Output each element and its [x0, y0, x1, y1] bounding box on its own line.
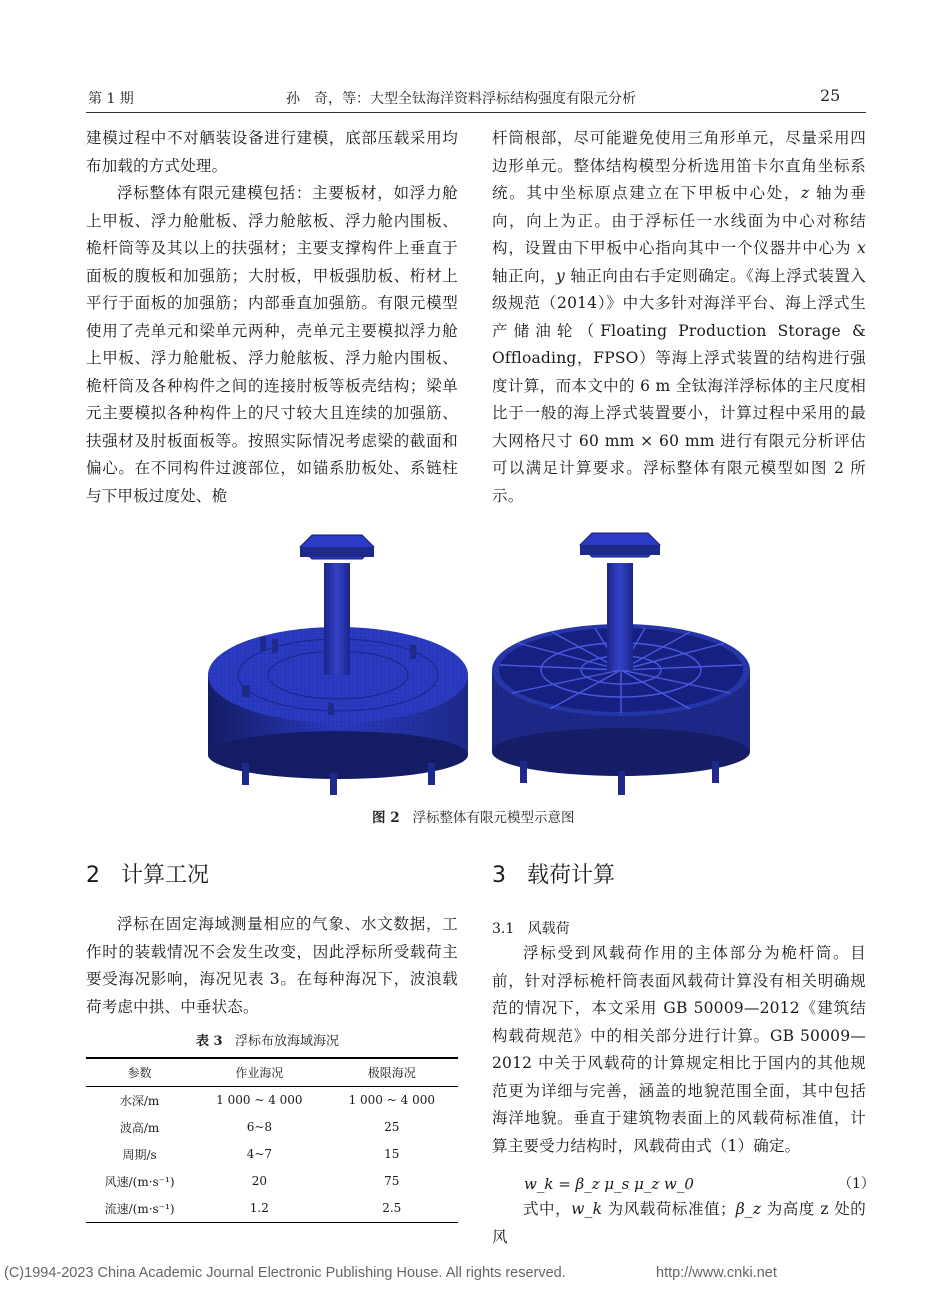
table-row: 周期/s 4~7 15 [122, 1147, 400, 1162]
header-rule [86, 112, 866, 113]
table-row: 风速/(m·s⁻¹) 20 75 [104, 1174, 400, 1189]
table-row: 波高/m 6~8 25 [119, 1120, 400, 1135]
paragraph: 浮标受到风载荷作用的主体部分为桅杆筒。目前，针对浮标桅杆筒表面风载荷计算没有相关明确规范的情况下，本文采用 GB 50009—2012《建筑结构载荷规范》中的相关部分进行计算。GB 50009—2012 中关于风载荷的计算规定相比于国内的其他规范更为详细与完善，涵盖的地貌范围全面，其中包括海洋地貌。垂直于建筑物表面上的风载荷标准值，计算主要受力结构时，风载荷由式（1）确定。 [492, 944, 866, 1155]
cnki-link[interactable]: http://www.cnki.net [656, 1265, 777, 1281]
copyright-notice: (C)1994-2023 China Academic Journal Electronic Publishing House. All rights reserved. [4, 1265, 566, 1281]
fem-model-illustration [200, 525, 760, 800]
equation-1: w_k = β_z μ_s μ_z w_0 [524, 1175, 694, 1193]
section-2-heading: 2 计算工况 [86, 863, 209, 888]
table-row: 流速/(m·s⁻¹) 1.2 2.5 [104, 1201, 402, 1216]
paragraph: 建模过程中不对舾装设备进行建模，底部压载采用均布加载的方式处理。 [86, 129, 458, 175]
table-header: 作业海况 [193, 1059, 325, 1087]
equation-number: （1） [838, 1176, 875, 1192]
paragraph: 浮标整体有限元建模包括：主要板材，如浮力舱上甲板、浮力舱舭板、浮力舱舷板、浮力舱内围板、桅杆筒等及其以上的扶强材；主要支撑构件上垂直于面板的腹板和加强筋；大肘板，甲板强肋板、桁材上平行于面板的加强筋；内部垂直加强筋。有限元模型使用了壳单元和梁单元两种，壳单元主要模拟浮力舱上甲板、浮力舱舭板、浮力舱舷板、浮力舱内围板、桅杆筒及各种构件之间的连接肘板等板壳结构；梁单元主要模拟各种构件上的尺寸较大且连续的加强筋、扶强材及肘板面板等。按照实际情况考虑梁的截面和偏心。在不同构件过渡部位，如锚系肋板处、系链柱与下甲板过度处、桅 [86, 184, 458, 505]
table-bottom-rule [86, 1222, 458, 1224]
table-3 [86, 1057, 458, 1223]
frame-model [492, 533, 750, 795]
right-column [492, 125, 866, 510]
subsection-3-1-heading: 3.1 风载荷 [492, 921, 570, 937]
table-header: 极限海况 [326, 1059, 458, 1087]
section-3-heading: 3 载荷计算 [492, 863, 615, 888]
section-3-body [492, 940, 866, 1160]
issue-number: 第 1 期 [88, 91, 134, 107]
section-2-body [86, 911, 458, 1021]
left-column [86, 125, 458, 510]
page-number: 25 [820, 86, 841, 105]
table-row: 水深/m 1 000 ~ 4 000 1 000 ~ 4 000 [119, 1093, 435, 1108]
solid-model [208, 535, 468, 795]
paragraph: 杆筒根部，尽可能避免使用三角形单元，尽量采用四边形单元。整体结构模型分析选用笛卡尔直角坐标系统。其中坐标原点建立在下甲板中心处，z 轴为垂向，向上为正。由于浮标任一水线面为中心对称结构，设置由下甲板中心指向其中一个仪器井中心为 x 轴正向，y 轴正向由右手定则确定。《海上浮式装置入级规范（2014）》中大多针对海洋平台、海上浮式生产储油轮（Floating Production Storage & Offloading，FPSO）等海上浮式装置的结构进行强度计算，而本文中的 6 m 全钛海洋浮标体的主尺度相比于一般的海上浮式装置要小，计算过程中采用的最大网格尺寸 60 mm × 60 mm 进行有限元分析评估可以满足计算要求。浮标整体有限元模型如图 2 所示。 [492, 129, 866, 505]
running-title: 孙 奇，等：大型全钛海洋资料浮标结构强度有限元分析 [286, 91, 636, 107]
figure-2 [200, 525, 760, 800]
table-header: 参数 [86, 1059, 193, 1087]
table-caption: 表 3 浮标布放海域海况 [196, 1034, 339, 1049]
figure-caption: 图 2 浮标整体有限元模型示意图 [372, 810, 575, 826]
paragraph: 浮标在固定海域测量相应的气象、水文数据，工作时的装载情况不会发生改变，因此浮标所受载荷主要受海况影响，海况见表 3。在每种海况下，波浪载荷考虑中拱、中垂状态。 [86, 915, 458, 1016]
equation-explanation: 式中，w_k 为风载荷标准值；β_z 为高度 z 处的风 [492, 1200, 866, 1246]
